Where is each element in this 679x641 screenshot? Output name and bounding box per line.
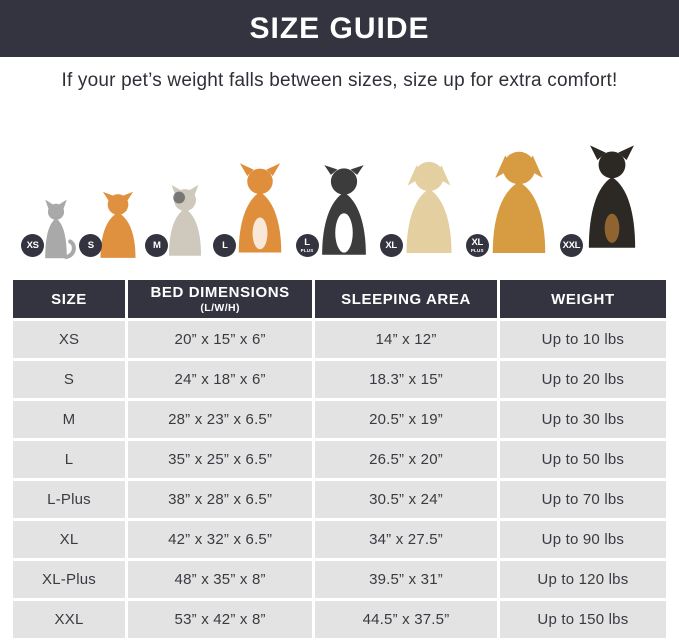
table-row-m [13,401,666,438]
cell-sleeping-area: 18.3” x 15” [315,361,497,398]
size-table-section [0,277,679,641]
column-header-bed-dimensions: BED DIMENSIONS (L/W/H) [128,280,312,318]
table-row-xxl [13,601,666,638]
size-badge-lplus: L PLUS [296,234,319,257]
pet-image-lplus-border-collie [300,161,379,261]
dog-silhouette [393,155,465,261]
column-header-bed-sub: (L/W/H) [200,302,240,314]
pet-image-s-pomeranian [87,191,144,261]
size-badge-xxl: XXL [560,234,583,257]
table-row-s [13,361,666,398]
pet-image-xs-cat [26,199,78,261]
size-badge-s: S [79,234,102,257]
pet-image-xlplus-golden-retriever [470,145,559,261]
size-table-header-row [13,280,666,318]
cell-bed-dimensions: 35” x 25” x 6.5” [128,441,312,478]
cell-sleeping-area: 44.5” x 37.5” [315,601,497,638]
pet-image-m-french-bulldog [153,183,212,261]
dog-silhouette [309,161,379,261]
page-title: SIZE GUIDE [249,11,430,45]
cell-sleeping-area: 34” x 27.5” [315,521,497,558]
column-header-weight: WEIGHT [500,280,666,318]
cell-size: XS [13,321,125,358]
table-row-xl [13,521,666,558]
size-table [10,277,669,641]
cell-size: S [13,361,125,398]
cell-bed-dimensions: 24” x 18” x 6” [128,361,312,398]
cell-weight: Up to 10 lbs [500,321,666,358]
table-row-lplus [13,481,666,518]
cell-sleeping-area: 39.5” x 31” [315,561,497,598]
dog-silhouette [226,159,294,261]
cell-sleeping-area: 30.5” x 24” [315,481,497,518]
dog-silhouette [573,137,651,261]
cell-bed-dimensions: 48” x 35” x 8” [128,561,312,598]
size-badge-l: L [213,234,236,257]
cell-size: XL [13,521,125,558]
cell-sleeping-area: 20.5” x 19” [315,401,497,438]
cell-weight: Up to 50 lbs [500,441,666,478]
cell-size: XL-Plus [13,561,125,598]
title-banner [0,0,679,57]
table-row-xlplus [13,561,666,598]
pet-size-lineup [0,105,679,277]
column-header-size: SIZE [13,280,125,318]
cell-weight: Up to 20 lbs [500,361,666,398]
cell-weight: Up to 30 lbs [500,401,666,438]
table-row-xs [13,321,666,358]
cell-bed-dimensions: 42” x 32” x 6.5” [128,521,312,558]
subtitle-text: If your pet’s weight falls between sizes, size up for extra comfort! [61,70,618,91]
cell-bed-dimensions: 38” x 28” x 6.5” [128,481,312,518]
cell-bed-dimensions: 53” x 42” x 8” [128,601,312,638]
dog-silhouette [479,145,559,261]
cell-bed-dimensions: 28” x 23” x 6.5” [128,401,312,438]
size-badge-xs: XS [21,234,44,257]
table-row-l [13,441,666,478]
size-badge-xlplus: XL PLUS [466,234,489,257]
pet-image-l-shiba [222,159,294,261]
size-badge-m: M [145,234,168,257]
cell-weight: Up to 120 lbs [500,561,666,598]
cell-bed-dimensions: 20” x 15” x 6” [128,321,312,358]
cell-weight: Up to 150 lbs [500,601,666,638]
cell-sleeping-area: 26.5” x 20” [315,441,497,478]
cell-sleeping-area: 14” x 12” [315,321,497,358]
cell-size: XXL [13,601,125,638]
cell-weight: Up to 90 lbs [500,521,666,558]
cell-size: L-Plus [13,481,125,518]
pet-image-xl-labrador [385,155,465,261]
size-badge-xl: XL [380,234,403,257]
cell-weight: Up to 70 lbs [500,481,666,518]
pet-image-xxl-doberman [562,137,651,261]
subtitle-row [0,57,679,105]
column-header-sleeping-area: SLEEPING AREA [315,280,497,318]
cell-size: M [13,401,125,438]
cell-size: L [13,441,125,478]
